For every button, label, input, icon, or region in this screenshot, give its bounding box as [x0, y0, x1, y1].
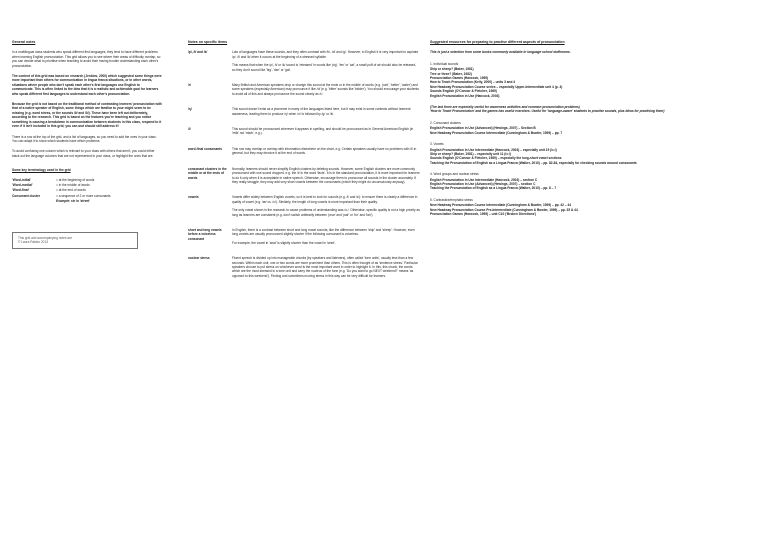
general-note-paragraph: Because the grid is not based on the traditional method of contrasting learners' pronunciation with that of a native speaker of English, some things which are familiar to your might seem to be missing (e.g. word stress, or the sounds /θ/ and /ð/). These have been left out deliberately, according to the research. This grid is based on the features you're teaching and you notice something is causing a breakdown in communication between students in this class, respond to it even if it isn't included in this grid; you can and should still address it! [12, 102, 162, 129]
resource-line: 'How to Teach Pronunciation' and the games has useful exercises. Useful for 'language-aware' students to practise sounds, plus ideas for practising them) [430, 109, 665, 114]
general-note-paragraph: The content of this grid was based on research (Jenkins, 2000) which suggested some things were more important than others for communication in lingua franca situations, or in other words, situations where people who don't speak each other's first languages use English to communicate. This is often linked to the idea that it is a realistic and achievable goal for learners who speak different first languages to understand each other's pronunciation. [12, 74, 162, 96]
resource-line: Ship or sheep? (Baker, 1981) [430, 67, 474, 72]
item-label: consonant clusters in the middle or at the ends of words [188, 166, 227, 180]
item-label: word-final consonants [188, 146, 223, 151]
resource-line: New Headway Pronunciation Course Pre-Intermediate (Cunningham & Bowler, 1999) – pp. 35 & 44 [430, 207, 578, 212]
item-paragraph: Fluent speech is divided up into manageable chunks (by speakers and listeners), often called 'tone units', usually less than a few seconds. Within each unit, one or two words are more prominent than others. This is often thought of as 'sentence stress'. Particular speakers choose to put stress on whichever word is the most important word in order to highlight it. In this, this chunk, the words which are the most stressed in a tone unit and carry the nucleus of the tone (e.g. 'Do you want to go NEXT weekend?' means 'as opposed to this weekend'). Finding and sometimes moving stress in this way can be very difficult for learners. [232, 256, 418, 278]
credit-line: © Laura Patsko 2013 [18, 239, 48, 244]
item-paragraph: Normally, learners should never simplify English clusters by deleting sounds. However, some English clusters are more commonly pronounced with one sound dropped, e.g. the /t/ in the word 'facts'. It is in the standard pronunciation, it is more important for learners to do it only when it is acceptable in native speech. Otherwise, encourage them to pronounce all sounds in the cluster accurately. If they really struggle, they may add very short vowels between the consonants (which they might do unconsciously anyway). [232, 166, 420, 184]
item-paragraph: Vowels differ widely between English vowels, so it is best to look for sounds (e.g. /i/ and /ɪ/): to ensure there is clearly a difference in quality of vowel (e.g. /æ/ vs. /ʌ/). Similarly, the length of long vowels is more important than their quality. [232, 195, 418, 204]
resource-line: (The last three are especially useful for awareness activities and common pronunciation problems) [430, 105, 580, 110]
item-body [232, 167, 420, 189]
term-definition: = in the middle of words [56, 182, 90, 187]
resource-line: English Pronunciation in Use (Hancock, 2003) [430, 93, 500, 98]
resource-group [430, 105, 730, 114]
item-label: /p/, /t/ and /k/ [188, 50, 208, 55]
item-body [232, 147, 420, 160]
item-body [232, 107, 420, 120]
item-body [232, 50, 420, 76]
item-row [188, 83, 420, 100]
resource-line: Sounds English (O'Connor & Fletcher, 1989) [430, 89, 497, 94]
term-definition: = a sequence of 2 or more consonants [56, 193, 111, 198]
resource-line: Teaching the Pronunciation of English as a Lingua Franca (Walker, 2010) – pp. 82-84, especially for checking sounds around consonants [430, 160, 637, 165]
item-paragraph: Lots of languages have these sounds, and they often contrast with /b/, /d/ and /g/. However, in English it is very important to aspirate /p/, /t/ and /k/ when it occurs at the beginning of a stressed syllable. [232, 50, 419, 59]
term-definition: = at the end of words [56, 188, 86, 193]
item-label: short and long vowels before a voiceless consonant [188, 227, 222, 241]
general-notes-body [12, 50, 162, 158]
term-name: 'Word-medial' [12, 182, 33, 187]
resource-line: Pronunciation Games (Hancock, 1995) – unit C10 ('Broken Directions') [430, 211, 537, 216]
item-body [232, 256, 420, 282]
general-notes-column [12, 40, 162, 249]
resource-group [430, 62, 730, 98]
term-name: 'Word-final' [12, 188, 30, 193]
term-name: 'Word-initial' [12, 177, 31, 182]
general-note-paragraph: To avoid confusing one column which is relevant to your class with others that aren't, you could either black out the language columns that are not represented in your class, or highlight the ones that are. [12, 149, 155, 158]
resource-group-title: 5. Contrastive/emphatic stress [430, 197, 473, 202]
item-paragraph: The only vowel shown in the research to cause problems of understanding was /ɜː/. Otherwise, specific quality is not a high priority as long as learners are consistent (e.g. don't switch arbitrarily between 'pear' and 'pair' or 'fur' and 'fair'). [232, 208, 420, 217]
item-body [232, 195, 420, 221]
item-row [188, 50, 420, 76]
resources-column [430, 40, 730, 223]
item-paragraph: This row may overlap or overlap with information elsewhere on the chart, e.g. Certain speakers usually have no problems with /t/ in general, but they may devoice it at the end of words. [232, 146, 417, 156]
resources-intro: This is just a selection from some books commonly available in language school staffrooms. [430, 50, 571, 55]
item-body [232, 127, 420, 140]
item-paragraph: In English, there is a contrast between short and long vowel sounds, like the difference between 'ship' and 'sheep'. However, even long vowels are usually pronounced slightly shorter if the following consonant is voiceless. [232, 227, 415, 237]
item-label: /r/ [188, 83, 192, 88]
item-paragraph: For example, the vowel in 'seat' is slightly shorter than the vowel in 'seed'. [232, 240, 336, 245]
term-row [12, 188, 162, 192]
specific-items-column [188, 40, 420, 289]
general-note-paragraph: In a multilingual class students who speak different first languages, they tend to have different problems when learning English pronunciation. This grid allows you to see where their areas of difficulty overlap, so you can decide what to prioritise when teaching to avoid their having trouble understanding each other's pronunciation. [12, 50, 161, 68]
terminology-list [12, 178, 162, 199]
resource-group-title: 3. Vowels [430, 142, 444, 147]
resources-list [430, 62, 730, 217]
item-paragraph: Many British and American speakers drop or change this sound at the ends or in the middle of words (e.g. 'part', 'better', 'water') and some speakers (especially American) may pronounce it like /d/ (e.g. 'bitter' sounds like 'bidder'). You should encourage your students to avoid all of this and always pronounce the sound clearly as /r/. [232, 83, 419, 96]
general-notes-heading: General notes [12, 40, 36, 44]
item-body [232, 228, 420, 249]
credit-line: This grid and accompanying notes are [18, 235, 73, 240]
item-label: nuclear stress [188, 256, 210, 261]
item-paragraph: This sound should be pronounced wherever it appears in spelling, and should be pronounced as in General American English (in 'milk' not 'miwk', e.g.). [232, 127, 414, 136]
resource-line: Pronunciation Games (Hancock, 1995) [430, 76, 489, 81]
term-row [12, 194, 162, 198]
resource-line: How to Teach Pronunciation (Kelly, 2000) – units 3 and 4 [430, 80, 516, 85]
resource-line: English Pronunciation in Use (Advanced) (Hewings, 2007) – section C [430, 181, 536, 186]
resource-group [430, 142, 730, 165]
resource-line: Ship or sheep? (Baker, 1981) – especially unit 11 (/ɜː/) [430, 151, 511, 156]
item-row [188, 228, 420, 249]
resource-line: New Headway Pronunciation Course series – especially Upper-Intermediate unit 4 (p. 4) [430, 84, 563, 89]
resource-group-title: 4. Word groups and nuclear stress [430, 172, 479, 177]
resource-group [430, 121, 730, 135]
resource-group [430, 198, 730, 217]
resource-line: New Headway Pronunciation Course Intermediate (Cunningham & Bowler, 1999) – pp. 7 [430, 130, 563, 135]
item-row [188, 147, 420, 160]
resource-line: English Pronunciation in Use (Advanced) (Hewings, 2007) – Section B [430, 126, 536, 131]
resource-line: Tree or three? (Baker, 1982) [430, 71, 472, 76]
term-definition: = at the beginning of words [56, 177, 95, 182]
item-row [188, 167, 420, 189]
item-label: /ŋ/ [188, 107, 192, 112]
item-body [232, 83, 420, 100]
credit-box [12, 232, 138, 249]
resource-line: Sounds English (O'Connor & Fletcher, 1989) – especially the long-short vowel sections [430, 156, 562, 161]
specific-items-heading: Notes on specific items [188, 40, 228, 44]
item-row [188, 127, 420, 140]
term-row [12, 178, 162, 182]
item-row [188, 195, 420, 221]
resource-line: New Headway Pronunciation Course Intermediate (Cunningham & Bowler, 1999) – pp. 42 – 44 [430, 203, 571, 208]
item-row [188, 107, 420, 120]
term-row [12, 183, 162, 187]
specific-items-list [188, 50, 420, 282]
general-note-paragraph: There is a row at the top of the grid, and a list of languages, so you need to add the ones in your class. You can adapt it to show which students have which problems. [12, 134, 157, 143]
resource-group [430, 172, 730, 191]
resource-group-title: 2. Consonant clusters [430, 120, 461, 125]
resource-line: Teaching the Pronunciation of English as a Lingua Franca (Walker, 2010) – pp. 8 – 7 [430, 186, 557, 191]
resource-line: English Pronunciation in Use Intermediate (Hancock, 2003) – section C [430, 177, 538, 182]
terminology-heading: Some key terminology used in the grid [12, 168, 71, 173]
item-label: /l/ [188, 127, 191, 132]
terminology-example: Example: str in 'street' [56, 199, 90, 204]
resource-group-title: 1. Individual sounds [430, 61, 459, 66]
resource-line: English Pronunciation in Use Intermediate (Hancock, 2003) – especially unit 19 (/ɜː/) [430, 147, 557, 152]
item-label: vowels [188, 195, 199, 200]
item-paragraph: This sound doesn't exist as a phoneme in many of the languages listed here, but it may exist in some contexts without learners' awareness, leading them to produce /ŋ/ when /n/ is followed by /g/ or /k/. [232, 107, 412, 116]
item-row [188, 256, 420, 282]
resources-heading: Suggested resources for preparing to practise different aspects of pronunciation [430, 40, 565, 44]
item-paragraph: This means that when the /p/, /t/ or /k/ sound is 'released' in words like 'pig', 'ten' or 'cat', a small puff of air should also be released, so they don't sound like 'big', 'den' or 'gat'. [232, 63, 417, 72]
term-name: Consonant cluster [12, 193, 40, 198]
